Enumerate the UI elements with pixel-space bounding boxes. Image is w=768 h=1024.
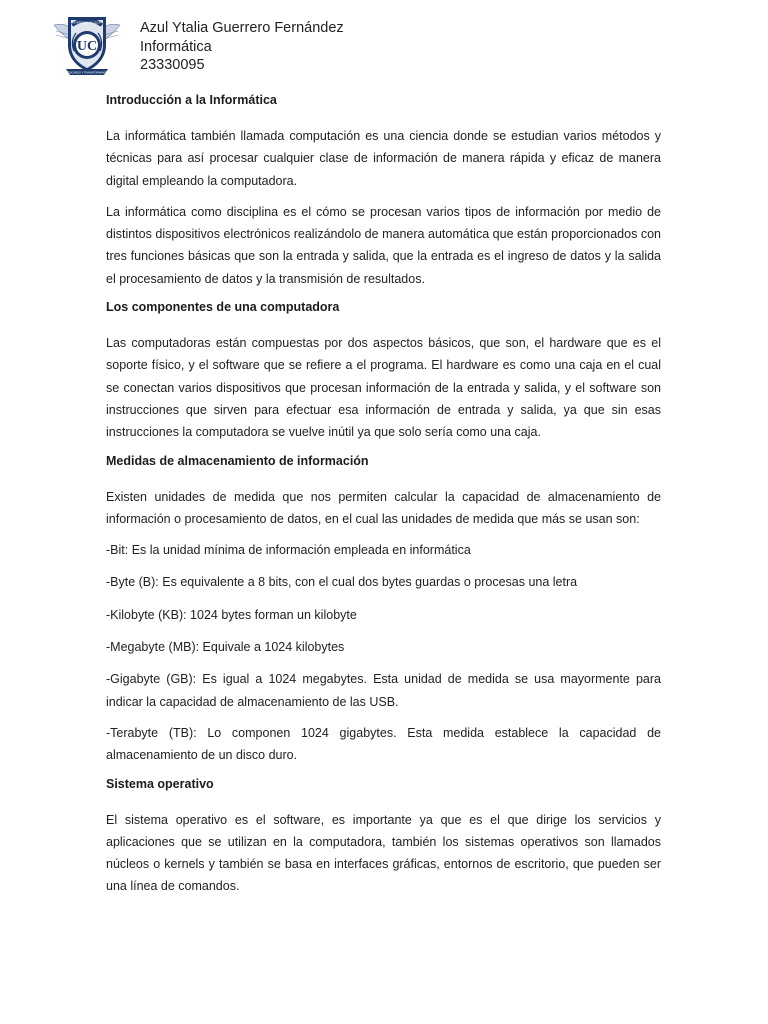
section-heading-intro: Introducción a la Informática xyxy=(106,93,277,107)
author-info xyxy=(140,19,344,75)
paragraph: El sistema operativo es el software, es importante ya que es el que dirige los servicios y aplicaciones que se utilizan en la computadora, también los sistemas operativos son llamados núcleos o kernels y también se basa en interfaces gráficas, entornos de escritorio, que pueden ser una línea de comandos. xyxy=(106,812,661,894)
paragraph: Las computadoras están compuestas por dos aspectos básicos, que son, el hardware que es el soporte físico, y el software que se refiere a el programa. El hardware es como una caja en el cual se conectan varios dispositivos que procesan información de la entrada y salida, y el software son instrucciones que sirven para efectuar esa información de entrada y salida, ya que sin esas instrucciones la computadora se vuelve inútil ya que solo sería como una caja. xyxy=(106,336,661,440)
author-name: Azul Ytalia Guerrero Fernández xyxy=(140,20,344,36)
paragraph: La informática también llamada computación es una ciencia donde se estudian varios métodos y técnicas para así procesar cualquier clase de información de manera rápida y eficaz de manera digital empleando la computadora. xyxy=(106,129,661,188)
list-item-bit: -Bit: Es la unidad mínima de información empleada en informática xyxy=(106,543,471,558)
logo-letters: UC xyxy=(76,39,98,54)
document-body xyxy=(106,92,661,907)
section-heading-components: Los componentes de una computadora xyxy=(106,300,340,315)
logo-motto: EDUCANDO Y TRANSFORMANDO xyxy=(66,71,108,75)
list-item-gigabyte: -Gigabyte (GB): Es igual a 1024 megabytes. Esta unidad de medida se usa mayormente para indicar la capacidad de almacenamiento de las USB. xyxy=(106,672,661,709)
student-id: 23330095 xyxy=(140,57,205,73)
university-logo xyxy=(52,11,122,79)
paragraph: Existen unidades de medida que nos permiten calcular la capacidad de almacenamiento de información o procesamiento de datos, en el cual las unidades de medida que más se usan son: xyxy=(106,489,661,526)
list-item-kilobyte: -Kilobyte (KB): 1024 bytes forman un kilobyte xyxy=(106,607,357,622)
list-item-megabyte: -Megabyte (MB): Equivale a 1024 kilobytes xyxy=(106,640,345,655)
section-heading-storage: Medidas de almacenamiento de información xyxy=(106,453,369,468)
section-heading-os: Sistema operativo xyxy=(106,776,214,791)
list-item-terabyte: -Terabyte (TB): Lo componen 1024 gigabytes. Esta medida establece la capacidad de almacenamiento de un disco duro. xyxy=(106,725,661,763)
subject-name: Informática xyxy=(140,38,212,55)
list-item-byte: -Byte (B): Es equivalente a 8 bits, con el cual dos bytes guardas o procesas una letra xyxy=(106,575,578,590)
logo-arc-text: UNIVERSIDAD DE CELAYA xyxy=(70,21,104,25)
paragraph: La informática como disciplina es el cómo se procesan varios tipos de información por medio de distintos dispositivos electrónicos realizándolo de manera automática que están proporcionados con tres funciones básicas que son la entrada y salida, que la entrada es el ingreso de datos y la salida el procesamiento de datos y la transmisión de resultados. xyxy=(106,204,661,286)
